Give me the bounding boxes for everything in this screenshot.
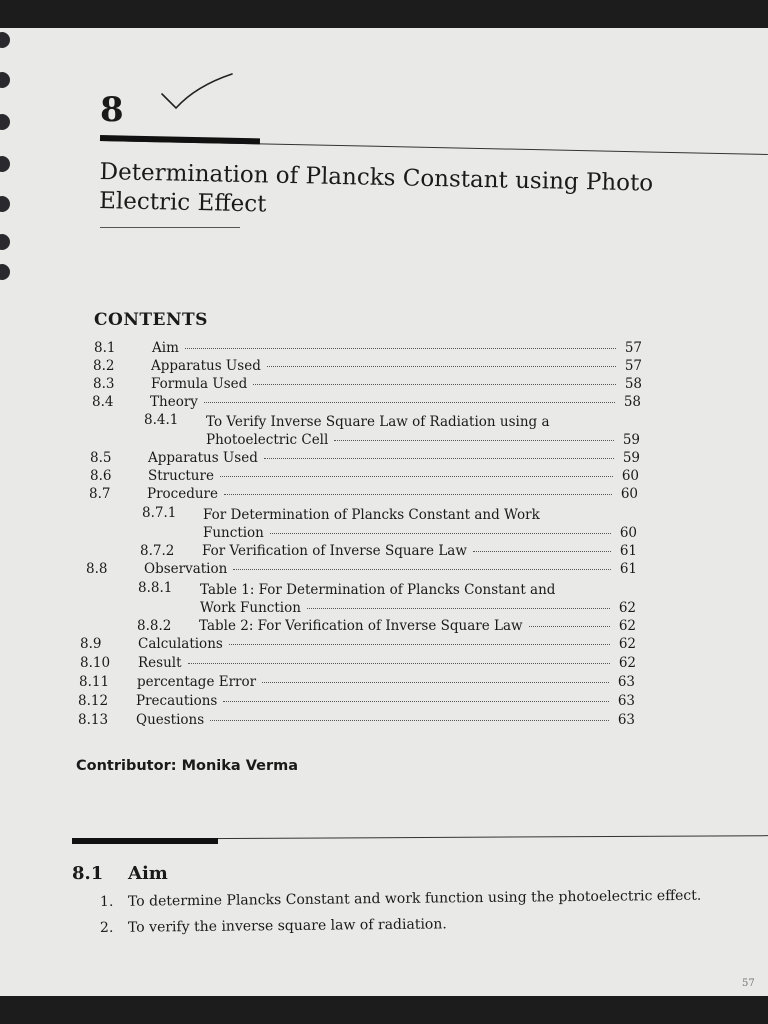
toc-title: Structure (148, 468, 214, 484)
toc-leader (270, 533, 611, 534)
toc-title: Observation (144, 561, 228, 577)
toc-leader (307, 608, 610, 609)
toc-page: 62 (618, 636, 636, 652)
section-title: Aim (128, 863, 168, 884)
binding-hole-icon (0, 32, 10, 48)
toc-entry[interactable] (203, 525, 637, 542)
section-rule-thick (72, 838, 218, 844)
toc-entry[interactable] (80, 636, 636, 653)
toc-number: 8.3 (93, 376, 115, 392)
toc-entry[interactable] (79, 674, 635, 691)
chapter-title-line: Determination of Plancks Constant using Photo (99, 158, 654, 197)
toc-number: 8.12 (78, 693, 109, 709)
toc-entry[interactable] (140, 543, 637, 560)
toc-entry[interactable] (206, 432, 640, 449)
toc-entry[interactable] (78, 693, 635, 710)
toc-page: 57 (624, 340, 642, 356)
toc-leader (529, 626, 610, 627)
chapter-title (99, 158, 720, 229)
toc-entry[interactable] (137, 618, 636, 635)
toc-page: 59 (622, 450, 640, 466)
toc-leader (267, 366, 616, 367)
toc-title: Procedure (147, 486, 218, 502)
toc-title: Precautions (136, 693, 218, 709)
binding-hole-icon (0, 114, 10, 130)
binding-hole-icon (0, 264, 10, 280)
toc-page: 63 (617, 693, 635, 709)
toc-page: 59 (622, 432, 640, 448)
toc-entry[interactable] (89, 486, 638, 503)
binding-hole-icon (0, 196, 10, 212)
contributor-line: Contributor: Monika Verma (76, 758, 299, 774)
toc-number: 8.9 (80, 636, 102, 652)
toc-number: 8.2 (93, 358, 115, 374)
toc-page: 61 (619, 561, 637, 577)
toc-title: percentage Error (137, 674, 257, 690)
toc-number: 8.4 (92, 394, 114, 410)
toc-leader (188, 663, 610, 664)
toc-number: 8.8.2 (137, 618, 172, 634)
toc-subentry-number: 8.7.1 (142, 505, 177, 521)
toc-page: 58 (623, 394, 641, 410)
toc-page: 63 (617, 674, 635, 690)
toc-entry[interactable] (93, 376, 642, 393)
chapter-title-line: Electric Effect (98, 187, 267, 218)
toc-leader (264, 458, 614, 459)
section-heading (72, 863, 168, 884)
toc-title: Apparatus Used (148, 450, 258, 466)
toc-title: Work Function (200, 600, 301, 616)
toc-leader (473, 551, 611, 552)
toc-title: Photoelectric Cell (206, 432, 329, 448)
aim-item-number: 1. (99, 893, 114, 910)
toc-number: 8.10 (80, 655, 111, 671)
toc-title: Function (203, 525, 264, 541)
toc-number: 8.8 (86, 561, 108, 577)
toc-entry[interactable] (80, 655, 636, 672)
toc-title: Aim (152, 340, 179, 356)
toc-entry[interactable] (86, 561, 637, 578)
textbook-page (0, 28, 768, 996)
toc-page: 60 (620, 486, 638, 502)
page-number: 57 (742, 978, 755, 989)
chapter-rule-thick (100, 135, 260, 144)
toc-title: Table 2: For Verification of Inverse Square Law (199, 618, 523, 634)
toc-entry[interactable] (92, 394, 641, 411)
toc-title: For Verification of Inverse Square Law (202, 543, 467, 559)
toc-entry[interactable] (94, 340, 642, 357)
toc-leader (229, 644, 610, 645)
aim-item-text: To verify the inverse square law of radiation. (127, 916, 447, 936)
toc-subentry-number: 8.8.1 (138, 580, 173, 596)
toc-number: 8.7.2 (140, 543, 175, 559)
toc-page: 63 (617, 712, 635, 728)
binding-hole-icon (0, 156, 10, 172)
toc-title: Theory (150, 394, 198, 410)
title-underline (100, 227, 240, 228)
binding-hole-icon (0, 72, 10, 88)
toc-subentry-number: 8.4.1 (144, 412, 179, 428)
handwritten-check-icon (160, 72, 236, 112)
toc-page: 62 (618, 655, 636, 671)
chapter-number: 8 (100, 90, 124, 130)
toc-page: 60 (621, 468, 639, 484)
toc-leader (224, 494, 612, 495)
aim-item-text: To determine Plancks Constant and work function using the photoelectric effect. (127, 887, 702, 910)
toc-subentry-title-line[interactable]: Table 1: For Determination of Plancks Constant and (200, 582, 556, 598)
toc-leader (262, 682, 609, 683)
toc-leader (253, 384, 616, 385)
toc-page: 62 (618, 600, 636, 616)
toc-page: 60 (619, 525, 637, 541)
toc-leader (220, 476, 613, 477)
toc-page: 62 (618, 618, 636, 634)
toc-entry[interactable] (93, 358, 642, 375)
toc-number: 8.13 (78, 712, 109, 728)
binding-hole-icon (0, 234, 10, 250)
aim-item-number: 2. (99, 919, 114, 936)
toc-title: Formula Used (151, 376, 248, 392)
toc-number: 8.11 (79, 674, 110, 690)
toc-leader (233, 569, 611, 570)
toc-entry[interactable] (90, 468, 639, 485)
toc-entry[interactable] (78, 712, 635, 729)
section-number: 8.1 (72, 863, 104, 884)
toc-number: 8.1 (94, 340, 116, 356)
toc-leader (204, 402, 615, 403)
toc-leader (210, 720, 609, 721)
toc-number: 8.5 (90, 450, 112, 466)
toc-title: Result (138, 655, 182, 671)
toc-title: Questions (136, 712, 205, 728)
toc-page: 57 (624, 358, 642, 374)
toc-number: 8.7 (89, 486, 111, 502)
contents-heading: CONTENTS (94, 310, 208, 330)
toc-title: Apparatus Used (151, 358, 261, 374)
toc-entry[interactable] (90, 450, 640, 467)
toc-leader (223, 701, 609, 702)
toc-leader (185, 348, 616, 349)
aim-list-item (100, 916, 447, 936)
aim-list-item (100, 888, 701, 910)
toc-leader (334, 440, 614, 441)
toc-subentry-title-line[interactable]: For Determination of Plancks Constant and Work (203, 507, 540, 523)
toc-entry[interactable] (200, 600, 636, 617)
toc-page: 61 (619, 543, 637, 559)
toc-title: Calculations (138, 636, 223, 652)
toc-number: 8.6 (90, 468, 112, 484)
toc-page: 58 (624, 376, 642, 392)
toc-subentry-title-line[interactable]: To Verify Inverse Square Law of Radiation using a (206, 414, 550, 430)
